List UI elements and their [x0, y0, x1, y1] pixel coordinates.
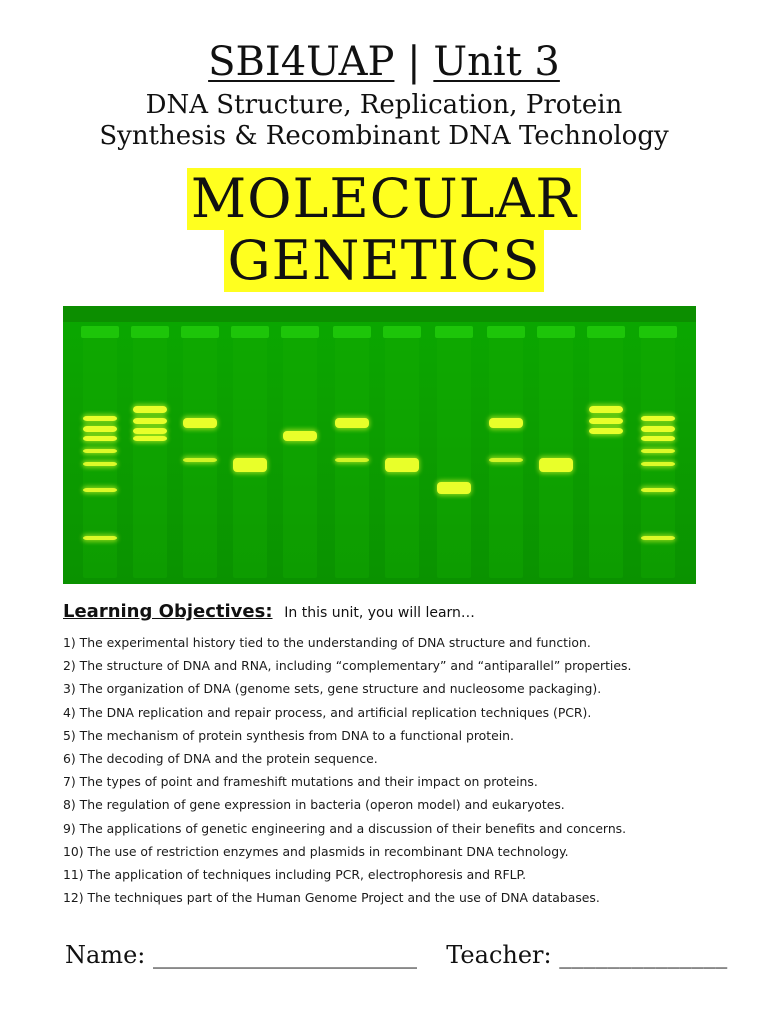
gel-electrophoresis-image	[63, 306, 696, 584]
list-item: 4) The DNA replication and repair process, and artificial replication techniques (PCR).	[63, 704, 592, 720]
list-item: 7) The types of point and frameshift mutations and their impact on proteins.	[63, 774, 538, 790]
unit-subtitle	[0, 90, 768, 152]
gel-band	[183, 458, 217, 462]
gel-band	[641, 462, 675, 466]
document-header	[0, 38, 768, 152]
list-item: 2) The structure of DNA and RNA, including “complementary” and “antiparallel” properties.	[63, 658, 632, 674]
unit-label: Unit 3	[433, 39, 560, 85]
gel-well	[131, 326, 169, 338]
gel-band	[641, 436, 675, 441]
gel-band	[489, 418, 523, 428]
gel-band	[641, 488, 675, 492]
gel-lane	[283, 338, 317, 578]
title-line-1: MOLECULAR	[187, 168, 581, 230]
gel-band	[641, 426, 675, 432]
gel-well	[487, 326, 525, 338]
gel-well	[435, 326, 473, 338]
gel-band	[335, 458, 369, 462]
gel-photo-icon	[63, 306, 696, 584]
gel-well	[587, 326, 625, 338]
list-item: 11) The application of techniques including PCR, electrophoresis and RFLP.	[63, 867, 527, 883]
student-info	[65, 938, 745, 972]
subtitle-line-2: Synthesis & Recombinant DNA Technology	[99, 121, 669, 151]
gel-lane	[437, 338, 471, 578]
teacher-field[interactable]: ______________	[559, 941, 728, 969]
gel-band	[589, 428, 623, 434]
title-line-2: GENETICS	[224, 230, 545, 292]
gel-band	[133, 428, 167, 434]
name-field[interactable]: ______________________	[153, 941, 417, 969]
gel-band	[83, 488, 117, 492]
gel-band	[335, 418, 369, 428]
list-item: 1) The experimental history tied to the understanding of DNA structure and function.	[63, 635, 591, 650]
course-heading	[0, 38, 768, 86]
list-item: 9) The applications of genetic engineering and a discussion of their benefits and concerns.	[63, 820, 627, 836]
gel-band	[83, 436, 117, 441]
list-item: 3) The organization of DNA (genome sets, gene structure and nucleosome packaging).	[63, 681, 602, 697]
objectives-intro: In this unit, you will learn…	[284, 605, 475, 621]
gel-band	[183, 418, 217, 428]
gel-band	[83, 416, 117, 421]
gel-band	[283, 431, 317, 441]
gel-top-strip	[63, 306, 696, 322]
gel-well	[537, 326, 575, 338]
subtitle-line-1: DNA Structure, Replication, Protein	[145, 90, 623, 120]
list-item: 8) The regulation of gene expression in bacteria (operon model) and eukaryotes.	[63, 797, 565, 813]
gel-band	[133, 436, 167, 441]
gel-lane	[133, 338, 167, 578]
gel-band	[589, 406, 623, 413]
list-item: 6) The decoding of DNA and the protein sequence.	[63, 751, 378, 767]
gel-well	[639, 326, 677, 338]
unit-title	[0, 168, 768, 292]
gel-band	[539, 458, 573, 472]
gel-band	[83, 449, 117, 453]
list-item: 10) The use of restriction enzymes and plasmids in recombinant DNA technology.	[63, 843, 569, 859]
teacher-label: Teacher:	[446, 941, 552, 969]
gel-band	[641, 449, 675, 453]
gel-well	[181, 326, 219, 338]
heading-separator: |	[407, 39, 421, 85]
gel-well	[81, 326, 119, 338]
objectives-heading	[63, 600, 743, 625]
gel-band	[83, 426, 117, 432]
gel-band	[83, 462, 117, 466]
gel-well	[383, 326, 421, 338]
list-item: 12) The techniques part of the Human Genome Project and the use of DNA databases.	[63, 890, 600, 906]
list-item: 5) The mechanism of protein synthesis from DNA to a functional protein.	[63, 727, 514, 743]
gel-well	[231, 326, 269, 338]
gel-band	[133, 406, 167, 413]
gel-well	[281, 326, 319, 338]
objectives-label: Learning Objectives:	[63, 601, 273, 622]
gel-band	[437, 482, 471, 494]
gel-band	[133, 418, 167, 424]
course-code: SBI4UAP	[208, 39, 395, 85]
learning-objectives	[63, 600, 743, 909]
gel-band	[641, 416, 675, 421]
gel-well	[333, 326, 371, 338]
gel-band	[489, 458, 523, 462]
gel-band	[385, 458, 419, 472]
gel-band	[233, 458, 267, 472]
gel-band	[83, 536, 117, 540]
gel-band	[641, 536, 675, 540]
gel-band	[589, 418, 623, 424]
objectives-list	[63, 631, 743, 909]
name-label: Name:	[65, 941, 146, 969]
gel-lane	[589, 338, 623, 578]
